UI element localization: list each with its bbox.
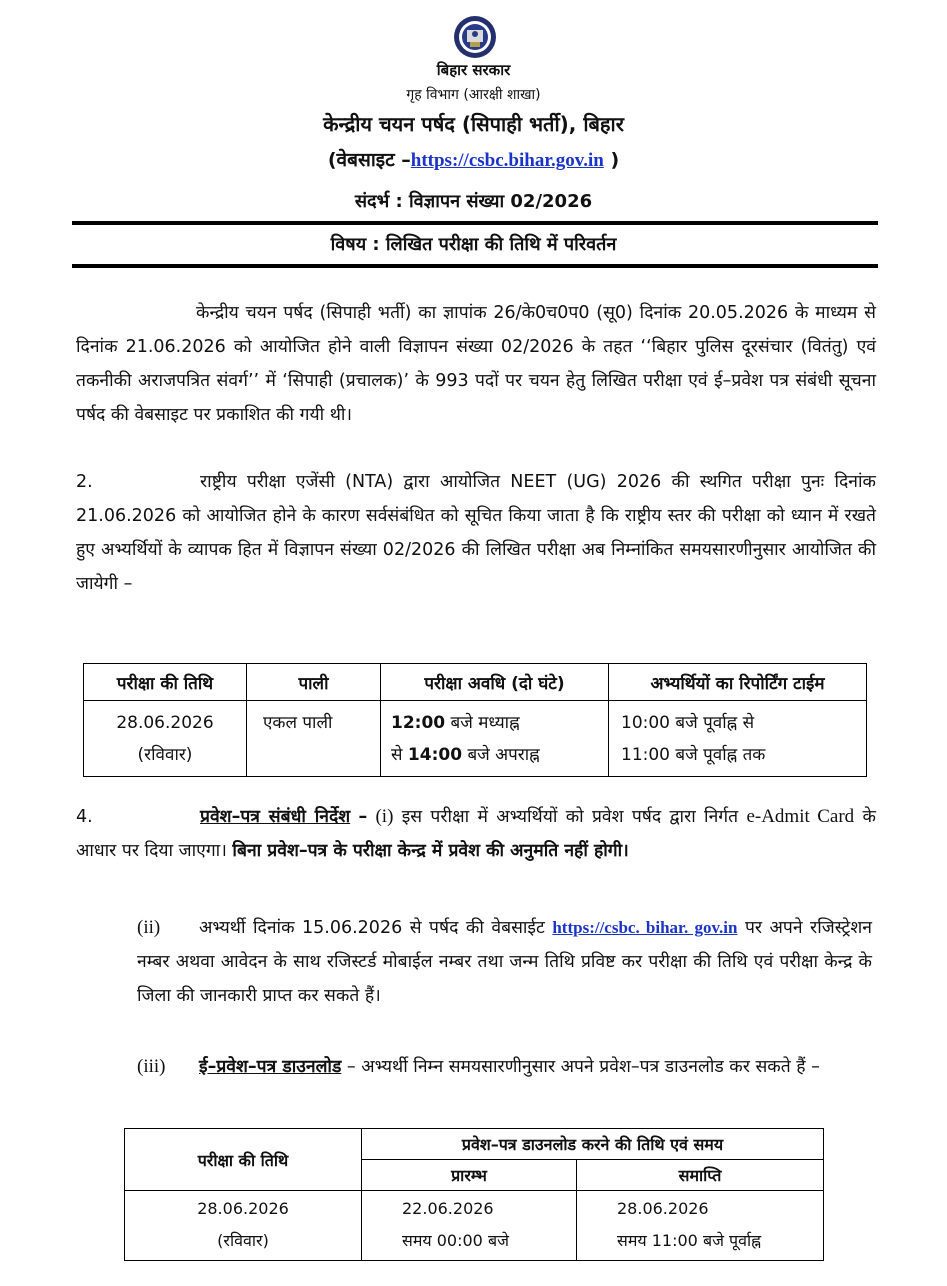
cell-start <box>362 1191 577 1261</box>
start-time-2: समय 00:00 बजे <box>402 1231 509 1250</box>
header-start: प्रारम्भ <box>362 1160 577 1191</box>
website-suffix: ) <box>610 149 620 171</box>
exam-day-2: (रविवार) <box>217 1231 269 1250</box>
point-ii-label: (ii) <box>137 917 161 938</box>
point-ii-text-a: अभ्यर्थी दिनांक 15.06.2026 से पर्षद की वेबसाईट <box>199 918 545 938</box>
exam-date: 28.06.2026 <box>116 713 214 733</box>
point-iii-text: – अभ्यर्थी निम्न समयसारणीनुसार अपने प्रवेश–पत्र डाउनलोड कर सकते हैं – <box>346 1057 820 1077</box>
header-shift: पाली <box>247 664 381 701</box>
department-name: गृह विभाग (आरक्षी शाखा) <box>406 87 541 103</box>
duration-start <box>391 707 607 739</box>
point-iii-label: (iii) <box>137 1056 166 1077</box>
point-i-label: (i) <box>375 806 394 827</box>
start-text: बजे मध्याह्न <box>450 713 520 733</box>
heading-dash: – <box>358 807 368 827</box>
website-prefix: (वेबसाइट – <box>327 149 411 171</box>
end-time: 14:00 <box>407 745 463 765</box>
board-name: केन्द्रीय चयन पर्षद (सिपाही भर्ती), बिहार <box>323 112 624 136</box>
paragraph-2-text: राष्ट्रीय परीक्षा एजेंसी (NTA) द्वारा आयोजित NEET (UG) 2026 की स्थगित परीक्षा पुनः दिनांक 21.06.2026 को आयोजित होने के कारण सर्वसंबंधित को सूचित किया जाता है कि राष्ट्रीय स्तर की परीक्षा को ध्यान में रखते हुए अभ्यर्थियों के व्यापक हित में विज्ञापन संख्या 02/2026 की लिखित परीक्षा अब निम्नांकित समयसारणीनुसार आयोजित की जायेगी – <box>76 472 876 594</box>
end-date: 28.06.2026 <box>617 1199 709 1218</box>
cell-reporting-time <box>609 701 867 777</box>
point-i-text-a: इस परीक्षा में अभ्यर्थियों को प्रवेश पर्षद द्वारा निर्गत <box>401 807 739 827</box>
reporting-line-1: 10:00 बजे पूर्वाह्न से <box>621 713 755 733</box>
header-duration: परीक्षा अवधि (दो घंटे) <box>381 664 609 701</box>
divider-bottom <box>72 264 878 268</box>
table-header-row <box>84 664 867 701</box>
paragraph-1: केन्द्रीय चयन पर्षद (सिपाही भर्ती) का ज्ञापांक 26/के0च0प0 (सू0) दिनांक 20.05.2026 के माध्यम से दिनांक 21.06.2026 को आयोजित होने वाली विज्ञापन संख्या 02/2026 के तहत ‘‘बिहार पुलिस दूरसंचार (वितंतु) एवं तकनीकी अराजपत्रित संवर्ग’’ में ‘सिपाही (प्रचालक)’ के 993 पदों पर चयन हेतु लिखित परीक्षा एवं ई–प्रवेश पत्र संबंधी सूचना पर्षद की वेबसाइट पर प्रकाशित की गयी थी। <box>76 303 876 425</box>
duration-end <box>391 739 607 771</box>
paragraph-4-number: 4. <box>76 807 93 827</box>
header-exam-date-2: परीक्षा की तिथि <box>125 1129 362 1191</box>
exam-schedule-table <box>83 663 867 777</box>
website-link[interactable]: https://csbc.bihar.gov.in <box>410 150 604 171</box>
start-time: 12:00 <box>391 713 446 733</box>
cell-duration <box>381 701 609 777</box>
cell-end <box>577 1191 824 1261</box>
start-date: 22.06.2026 <box>402 1199 494 1218</box>
website-line <box>0 146 947 172</box>
header-end: समाप्ति <box>577 1160 824 1191</box>
cell-exam-date-2 <box>125 1191 362 1261</box>
website-link-2[interactable]: https://csbc. bihar. gov.in <box>552 918 738 937</box>
point-ii-text-b: पर अपने रजिस्ट्रेशन नम्बर अथवा आवेदन के साथ रजिस्टर्ड मोबाईल नम्बर तथा जन्म तिथि प्रविष्ट कर परीक्षा की तिथि एवं परीक्षा केन्द्र के जिला की जानकारी प्राप्त कर सकते हैं। <box>137 918 872 1006</box>
header-reporting-time: अभ्यर्थियों का रिपोर्टिंग टाईम <box>609 664 867 701</box>
paragraph-4 <box>76 800 876 868</box>
divider-top <box>72 221 878 225</box>
reporting-line-2: 11:00 बजे पूर्वाह्न तक <box>621 745 766 765</box>
subject-line: विषय : लिखित परीक्षा की तिथि में परिवर्तन <box>330 234 617 255</box>
end-time-2: समय 11:00 बजे पूर्वाह्न <box>617 1231 762 1250</box>
e-admit-card-text: e-Admit Card <box>746 806 855 827</box>
point-i-text-b: के आधार पर दिया जाएगा। <box>76 807 876 861</box>
state-name: बिहार सरकार <box>436 61 511 79</box>
table-header-row <box>125 1129 824 1160</box>
point-ii <box>137 911 872 1013</box>
paragraph-2-number: 2. <box>76 472 93 492</box>
cell-shift: एकल पाली <box>247 701 381 777</box>
end-prefix: से <box>391 745 403 765</box>
exam-day: (रविवार) <box>137 745 193 765</box>
point-iii <box>137 1050 872 1084</box>
header-exam-date: परीक्षा की तिथि <box>84 664 247 701</box>
e-admit-download-heading: ई–प्रवेश–पत्र डाउनलोड <box>199 1057 342 1077</box>
emblem-icon <box>452 14 498 60</box>
header-download-window: प्रवेश–पत्र डाउनलोड करने की तिथि एवं समय <box>362 1129 824 1160</box>
reference-line: संदर्भ : विज्ञापन संख्या 02/2026 <box>354 191 593 212</box>
cell-exam-date <box>84 701 247 777</box>
admit-download-table <box>124 1128 824 1261</box>
end-text: बजे अपराह्न <box>467 745 540 765</box>
table-row <box>125 1191 824 1261</box>
paragraph-2 <box>76 465 876 601</box>
exam-date-2: 28.06.2026 <box>197 1199 289 1218</box>
table-row <box>84 701 867 777</box>
admit-card-heading: प्रवेश–पत्र संबंधी निर्देश <box>200 807 351 827</box>
point-i-bold-warning: बिना प्रवेश–पत्र के परीक्षा केन्द्र में प्रवेश की अनुमति नहीं होगी। <box>232 841 629 861</box>
